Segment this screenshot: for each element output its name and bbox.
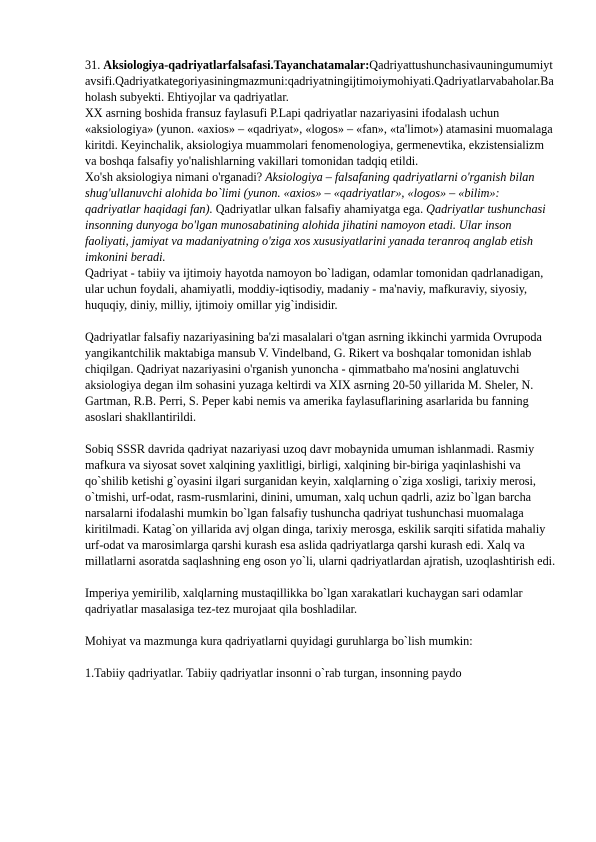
section-number: 31. [85,58,104,72]
section-keywords: Qadriyattushunchasivauningumumiytavsifi.Qadriyatkategoriyasiningmazmuni:qadriyatningijtimoiymohiyati.Qadriyatlarvabaholar.Baholash subyekti. Ehtiyojlar va qadriyatlar. [85,58,554,104]
paragraph-value-definition: Qadriyat - tabiiy va ijtimoiy hayotda namoyon bo`ladigan, odamlar tomonidan qadrlanadigan, ular uchun foydali, ahamiyatli, moddiy-iqtisodiy, madaniy - ma'naviy, mafkuraviy, siyosiy, huquqiy, diniy, milliy, ijtimoiy omillar yig`indisidir. [85,266,544,312]
paragraph-value-groups: Mohiyat va mazmunga kura qadriyatlarni quyidagi guruhlarga bo`lish mumkin: [85,634,473,648]
paragraph-axiology-definition [85,169,557,265]
paragraph-gap [85,313,557,329]
section-heading [85,57,557,105]
paragraph-gap [85,649,557,665]
paragraph-axiology-origin: XX asrning boshida fransuz faylasufi P.Lapi qadriyatlar nazariyasini ifodalash uchun «aksiologiya» (yunon. «axios» – «qadriyat», «logos» – «fan», «ta'limot») atamasini muomalaga kiritdi. Keyinchalik, aksiologiya muammolari fenomenologiya, germenevtika, ekzistensializm va boshqa falsafiy yo'nalishlarning vakillari tomonidan tadqiq etildi. [85,106,553,168]
paragraph-philosophical-theory: Qadriyatlar falsafiy nazariyasining ba'zi masalalari o'tgan asrning ikkinchi yarmida Ovrupoda yangikantchilik maktabiga mansub V. Vindelband, G. Rikert va boshqalar tomonidan ishlab chiqilgan. Qadriyat nazariyasini o'rganish yunoncha - qimmatbaho ma'nosini anglatuvchi aksiologiya degan ilm sohasini yuzaga keltirdi va XIX asrning 20-50 yillarida M. Sheler, N. Gartman, R.B. Perri, S. Peper kabi nemis va amerika faylasuflarining asarlarida bu fanning asoslari shakllantirildi. [85,330,542,424]
axiology-definition-italic: Aksiologiya – falsafaning qadriyatlarni o'rganish bilan shug'ullanuvchi alohida bo`limi (yunon. «axios» – «qadriyatlar», «logos» – «bilim»: qadriyatlar haqidagi fan). [85,170,535,216]
values-concept-italic: Qadriyatlar tushunchasi insonning dunyoga bo'lgan munosabatining alohida jihatini namoyon etadi. Ular inson faoliyati, jamiyat va madaniyatning o'ziga xos xususiyatlarini yanada teranroq anglab etish imkonini beradi. [85,202,546,264]
paragraph-empire-collapse: Imperiya yemirilib, xalqlarning mustaqillikka bo`lgan xarakatlari kuchaygan sari odamlar qadriyatlar masalasiga tez-tez murojaat qila boshladilar. [85,586,523,616]
document-page [85,57,557,681]
paragraph-gap [85,569,557,585]
paragraph-natural-values: 1.Tabiiy qadriyatlar. Tabiiy qadriyatlar insonni o`rab turgan, insonning paydo [85,666,462,680]
paragraph-question: Xo'sh aksiologiya nimani o'rganadi? [85,170,266,184]
paragraph-significance: Qadriyatlar ulkan falsafiy ahamiyatga ega. [212,202,427,216]
section-title: Aksiologiya-qadriyatlarfalsafasi.Tayanchatamalar: [103,58,370,72]
paragraph-gap [85,425,557,441]
paragraph-gap [85,617,557,633]
paragraph-ussr-period: Sobiq SSSR davrida qadriyat nazariyasi uzoq davr mobaynida umuman ishlanmadi. Rasmiy mafkura va siyosat sovet xalqining yaxlitligi, birligi, xalqining bir-biriga yaqinlashishi va qo`shilib ketishi g`oyasini ilgari surganidan keyin, xalqlarning o`ziga xosligi, tarixiy merosi, o`tmishi, urf-odat, rasm-rusmlarini, dinini, umuman, xalq uchun qadrli, aziz bo`lgan barcha narsalarni ifodalashi mumkin bo`lgan falsafiy tushuncha qadriyat tushunchasi muomalaga kiritilmadi. Katag`on yillarida avj olgan dinga, tarixiy merosga, eskilik sarqiti sifatida mahaliy urf-odat va marosimlarga qarshi kurash esa aslida qadriyatlarga qarshi kurash edi. Xalq va millatlarni asoratda saqlashning eng oson yo`li, ularni qadriyatlardan ajratish, uzoqlashtirish edi. [85,442,556,568]
